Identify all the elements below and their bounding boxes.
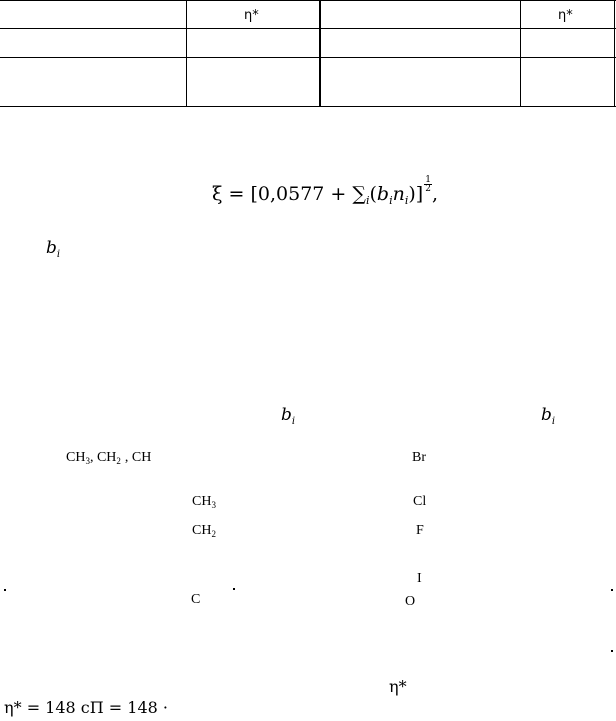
header-sub: i [551, 416, 556, 427]
table-column-divider [186, 0, 187, 107]
stray-dot [611, 589, 613, 591]
formula-b: b [376, 183, 390, 205]
formula-b-sub: i [389, 194, 393, 207]
formula-open: [0,0577 + ∑ [250, 183, 366, 205]
eta-text: η* [558, 8, 573, 23]
group-cl [413, 494, 426, 510]
group-br [412, 450, 426, 466]
table-header-eta [244, 8, 259, 23]
xi-formula [212, 176, 438, 207]
stray-dot [233, 588, 235, 590]
header-base: b [281, 405, 292, 425]
exp-denominator: 2 [425, 184, 431, 194]
groups-row-ch [66, 450, 151, 466]
table-rule [0, 57, 616, 58]
formula-trail: , [431, 183, 438, 205]
table-border-top [0, 0, 616, 1]
group-ch2 [192, 523, 216, 539]
group-text: CH [66, 450, 86, 465]
groups-col-header [281, 405, 295, 427]
group-ch3 [192, 494, 216, 510]
groups-col-header [541, 405, 555, 427]
eta-text: η* [244, 8, 259, 23]
group-o [405, 594, 415, 610]
formula-n: n [392, 183, 405, 205]
group-text: , CH [124, 450, 152, 465]
stray-dot [4, 589, 6, 591]
header-base: b [541, 405, 552, 425]
formula-n-sub: i [404, 194, 409, 207]
table-column-divider [319, 0, 321, 107]
eta-text: η* [389, 677, 407, 696]
table-border-bottom [0, 106, 616, 107]
formula-lhs: ξ [212, 183, 223, 205]
formula-close: )] [408, 183, 424, 205]
group-sub: 3 [211, 500, 216, 510]
group-text: O [405, 594, 416, 609]
eta-lhs: η* [4, 698, 22, 717]
group-text: Cl [413, 494, 427, 509]
group-text: CH [192, 523, 212, 538]
property-table [0, 0, 616, 107]
eta-value-expression [4, 698, 168, 717]
table-column-divider [614, 0, 615, 107]
group-sub: 2 [116, 456, 121, 466]
group-c [191, 592, 200, 608]
group-sub: 2 [211, 529, 216, 539]
bi-symbol [46, 238, 60, 260]
group-text: Br [412, 450, 426, 465]
group-text: C [191, 592, 201, 607]
group-text: F [416, 523, 424, 538]
group-text: , CH [89, 450, 117, 465]
exp-numerator: 1 [425, 175, 431, 185]
header-sub: i [291, 416, 296, 427]
table-column-divider [520, 0, 521, 107]
group-sub: 3 [85, 456, 90, 466]
formula-eq: = [228, 183, 245, 205]
bi-sub: i [56, 249, 61, 260]
eta-rhs: = 148 сП = 148 · [26, 698, 169, 717]
group-f [416, 523, 424, 539]
sum-index: i [365, 194, 370, 207]
eta-label [389, 677, 407, 696]
bi-base: b [46, 238, 57, 258]
group-text: I [417, 571, 422, 586]
group-text: CH [192, 494, 212, 509]
table-header-eta [558, 8, 573, 23]
formula-paren: ( [369, 183, 377, 205]
group-i [417, 571, 422, 587]
table-rule [0, 28, 616, 29]
formula-exponent [424, 176, 432, 193]
stray-dot [611, 650, 613, 652]
